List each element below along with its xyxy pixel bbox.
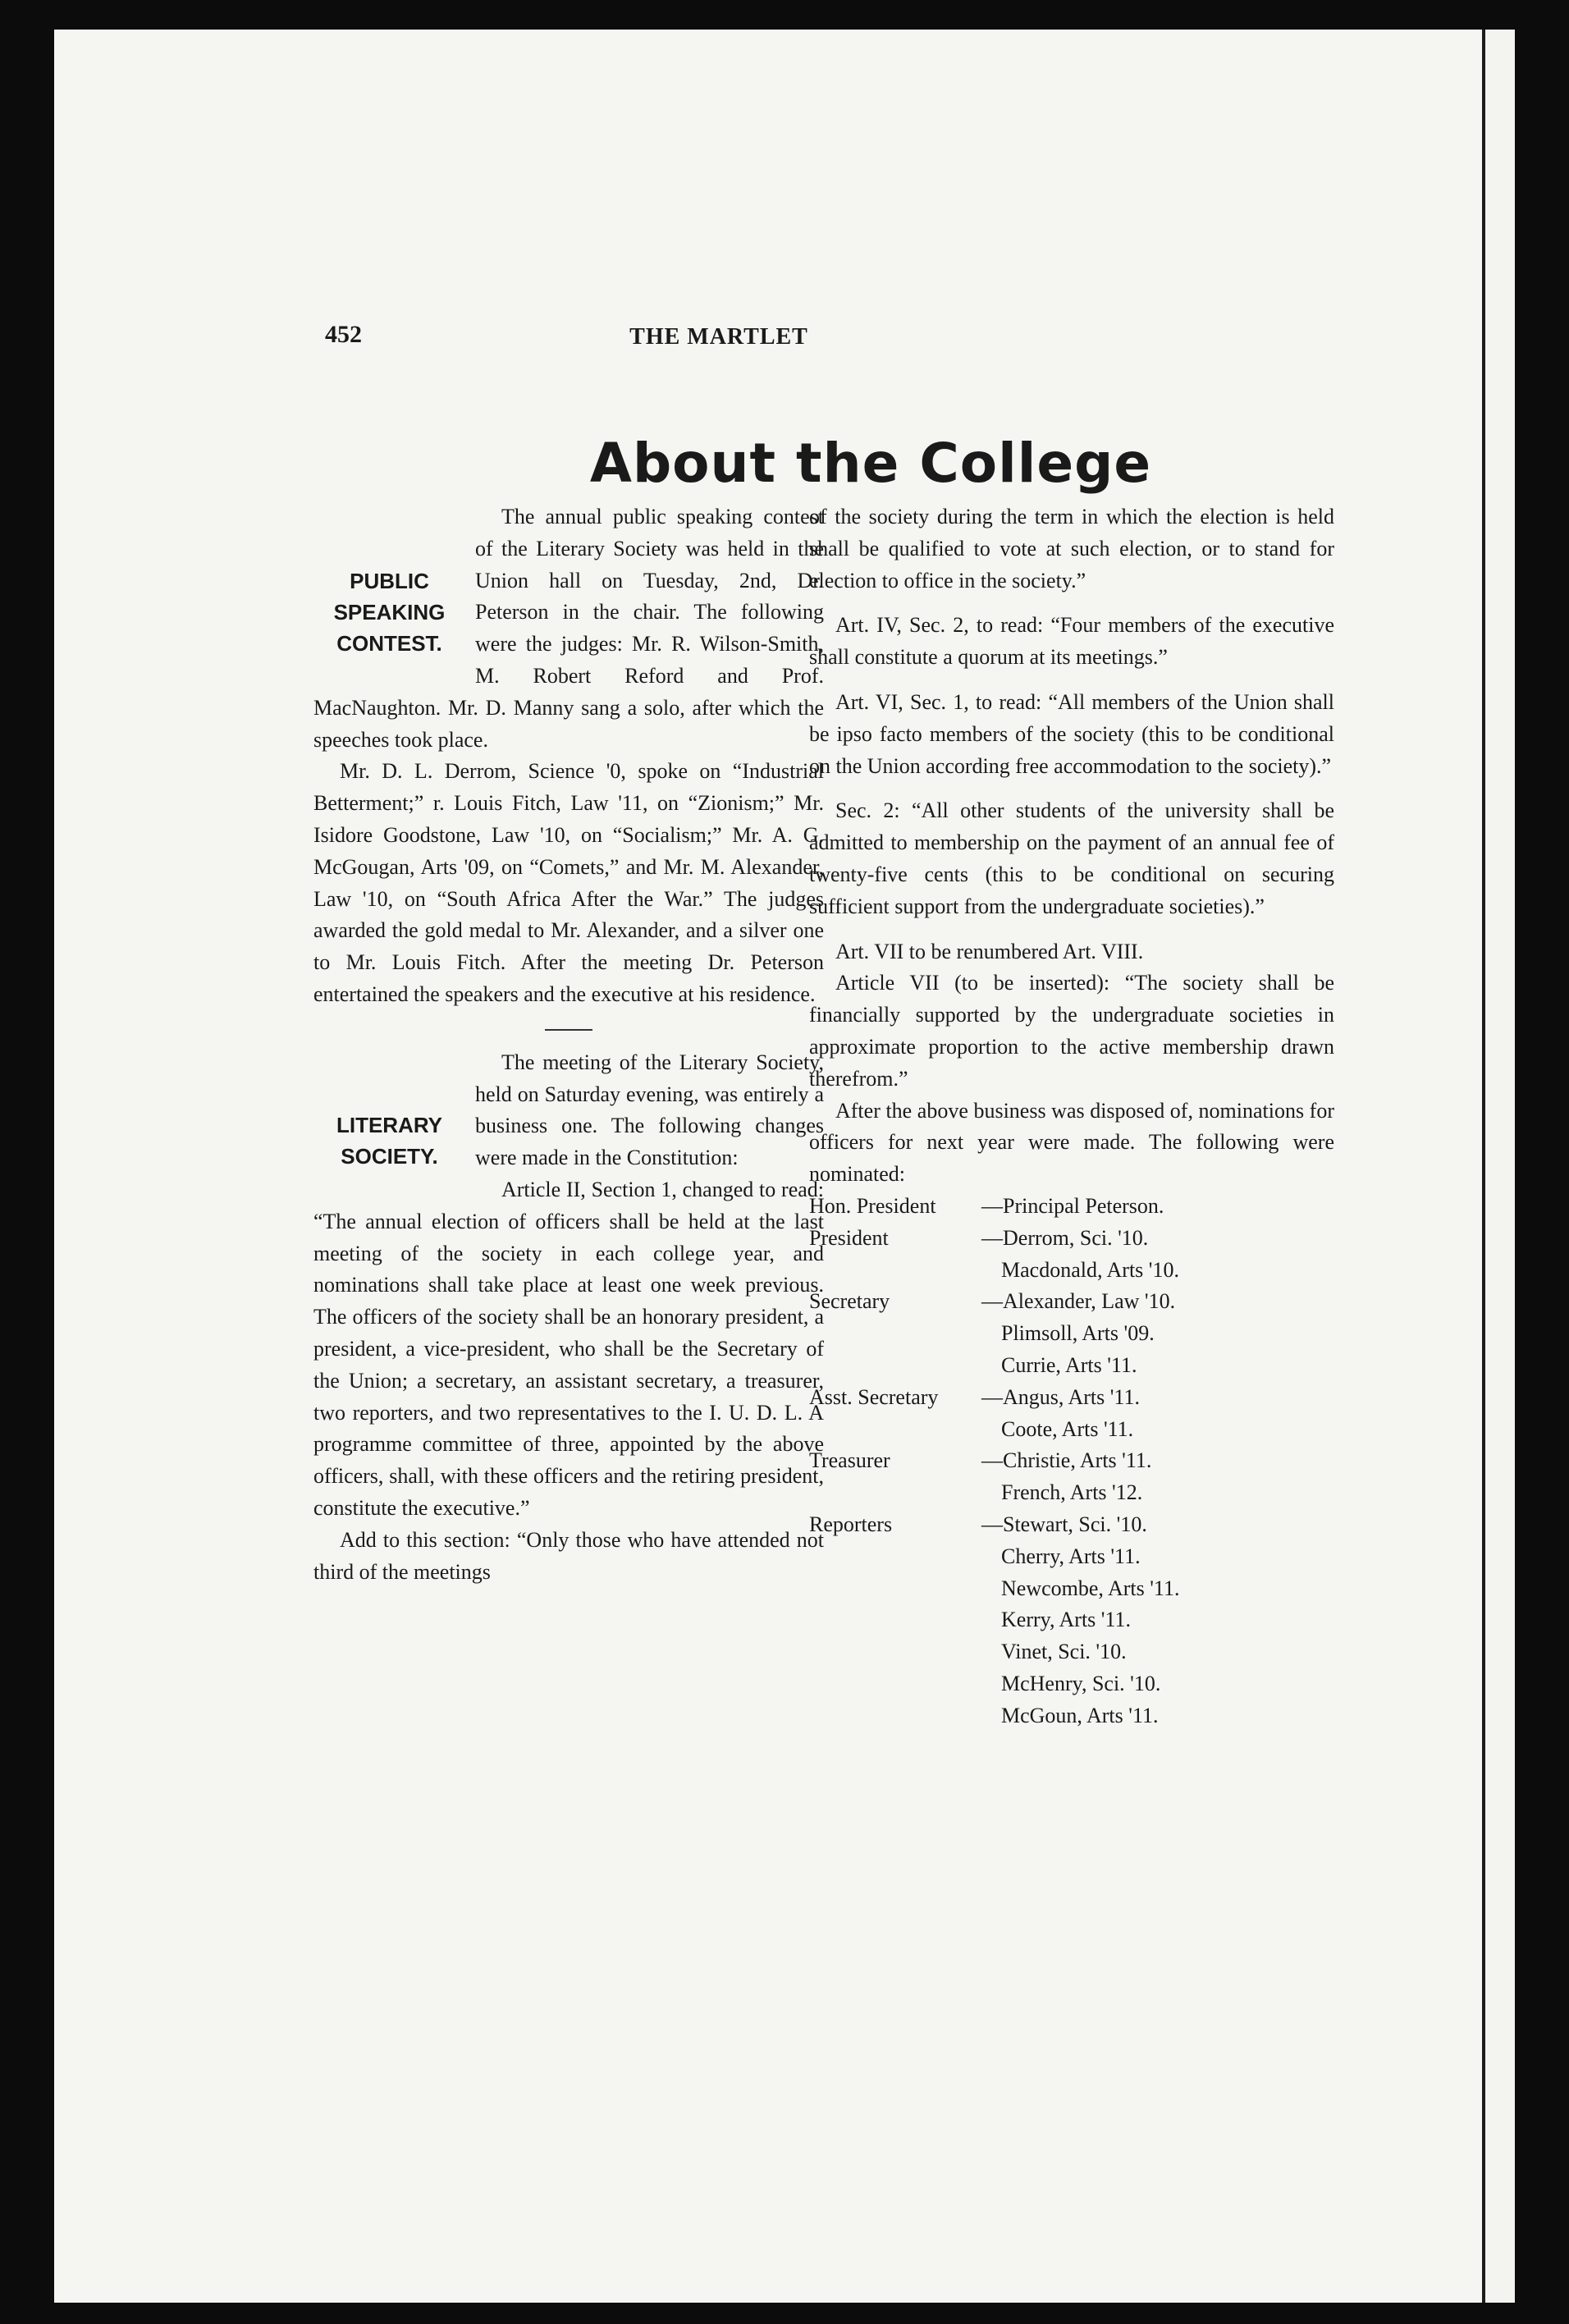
nomination-row: [809, 1286, 1334, 1381]
section-title: About the College: [589, 432, 1152, 495]
page-header: [325, 321, 949, 362]
running-title: THE MARTLET: [629, 324, 808, 350]
nominee: —Angus, Arts '11.: [981, 1384, 1140, 1409]
paragraph: The meeting of the Literary Society, held on Saturday evening, was entirely a business one. The following changes were made in the Constitution:: [475, 1050, 824, 1170]
nomination-row: [809, 1445, 1334, 1509]
paragraph: Art. IV, Sec. 2, to read: “Four members of the executive shall constitute a quorum at its meetings.”: [809, 613, 1334, 670]
nomination-row: [809, 1382, 1334, 1446]
side-heading-line: LITERARY: [336, 1112, 443, 1137]
nominee: Macdonald, Arts '10.: [1001, 1257, 1179, 1282]
nominations-list: [809, 1191, 1334, 1732]
nominee: —Principal Peterson.: [981, 1193, 1164, 1218]
side-heading-line: SPEAKING: [333, 600, 446, 624]
nomination-row: [809, 1191, 1334, 1223]
nominee: —Alexander, Law '10.: [981, 1289, 1176, 1314]
nominee: Currie, Arts '11.: [1001, 1352, 1137, 1377]
office-label: Reporters: [809, 1512, 893, 1536]
nominee: Plimsoll, Arts '09.: [1001, 1321, 1155, 1346]
office-label: Secretary: [809, 1289, 890, 1314]
paragraph: Art. VII to be renumbered Art. VIII.: [835, 939, 1144, 963]
office-label: Treasurer: [809, 1448, 890, 1473]
nominee: French, Arts '12.: [1001, 1480, 1143, 1505]
office-label: President: [809, 1225, 889, 1250]
nominee-names: [981, 1191, 1334, 1223]
right-column: [809, 501, 1334, 1732]
nominee: McGoun, Arts '11.: [1001, 1703, 1159, 1727]
nominee: —Christie, Arts '11.: [981, 1448, 1152, 1473]
side-heading-line: CONTEST.: [336, 631, 442, 656]
adjacent-page-edge: [1482, 30, 1515, 2303]
nominee: Vinet, Sci. '10.: [1001, 1640, 1127, 1664]
nominee: —Derrom, Sci. '10.: [981, 1225, 1149, 1250]
nominee-names: [981, 1382, 1334, 1446]
nominee-names: [981, 1286, 1334, 1381]
paragraph: The annual public speaking contest of the Literary Society was held in the Union hall on Tuesday, 2nd, Dr. Peterson in the chair. The following were the judges: Mr. R. Wilson-Smith, M. Robert Reford and Prof. MacNaughton. Mr. D. Manny sang a solo, after which the speeches took place.: [313, 505, 824, 752]
side-heading-literary-society: [313, 1109, 465, 1172]
nominee: Coote, Arts '11.: [1001, 1416, 1134, 1441]
nominee-names: [981, 1445, 1334, 1509]
side-heading-public-speaking: [313, 565, 465, 659]
side-heading-line: SOCIETY.: [341, 1143, 438, 1169]
scanned-page: [54, 30, 1515, 2303]
nominee: Newcombe, Arts '11.: [1001, 1576, 1180, 1600]
paragraph: Article II, Section 1, changed to read: “The annual election of officers shall be held at the last meeting of the society in each college year, and nominations shall take place at least one week previous. The officers of the society shall be an honorary president, a president, a vice-president, who shall be the Secretary of the Union; a secretary, an assistant secretary, a treasurer, two reporters, and two representatives to the I. U. D. L. A programme committee of three, appointed by the above officers, shall, with these officers and the retiring president, constitute the executive.”: [313, 1177, 824, 1520]
paragraph: Article VII (to be inserted): “The society shall be financially supported by the undergraduate societies in approximate proportion to the active membership drawn therefrom.”: [809, 971, 1334, 1091]
paragraph: Add to this section: “Only those who have attended not third of the meetings: [313, 1527, 824, 1584]
paragraph: After the above business was disposed of, nominations for officers for next year were made. The following were nominated:: [809, 1098, 1334, 1187]
nomination-row: [809, 1509, 1334, 1732]
page-number: 452: [325, 321, 362, 348]
nominee: Kerry, Arts '11.: [1001, 1608, 1132, 1632]
nominee-names: [981, 1223, 1334, 1287]
office-label: Asst. Secretary: [809, 1384, 939, 1409]
office-label: Hon. President: [809, 1193, 936, 1218]
paragraph: Sec. 2: “All other students of the university shall be admitted to membership on the payment of an annual fee of twenty-five cents (this to be conditional on securing sufficient support from the undergraduate societies).”: [809, 798, 1334, 918]
nominee: Cherry, Arts '11.: [1001, 1544, 1141, 1568]
paragraph: of the society during the term in which the election is held shall be qualified to vote at such election, or to stand for election to office in the society.”: [809, 505, 1334, 592]
left-column: [313, 501, 824, 1588]
paragraph: Mr. D. L. Derrom, Science '0, spoke on “Industrial Betterment;” r. Louis Fitch, Law '11, on “Zionism;” Mr. Isidore Goodstone, Law '10, on “Socialism;” Mr. A. G. McGougan, Arts '09, on “Comets,” and Mr. M. Alexander, Law '10, on “South Africa After the War.” The judges awarded the gold medal to Mr. Alexander, and a silver one to Mr. Louis Fitch. After the meeting Dr. Peterson entertained the speakers and the executive at his residence.: [313, 759, 824, 1006]
nominee-names: [981, 1509, 1334, 1732]
side-heading-line: PUBLIC: [350, 569, 429, 593]
nomination-row: [809, 1223, 1334, 1287]
nominee: McHenry, Sci. '10.: [1001, 1671, 1161, 1695]
paragraph: Art. VI, Sec. 1, to read: “All members of the Union shall be ipso facto members of the society (this to be conditional on the Union according free accommodation to the society).”: [809, 689, 1334, 778]
nominee: —Stewart, Sci. '10.: [981, 1512, 1147, 1536]
section-divider: [545, 1029, 592, 1031]
